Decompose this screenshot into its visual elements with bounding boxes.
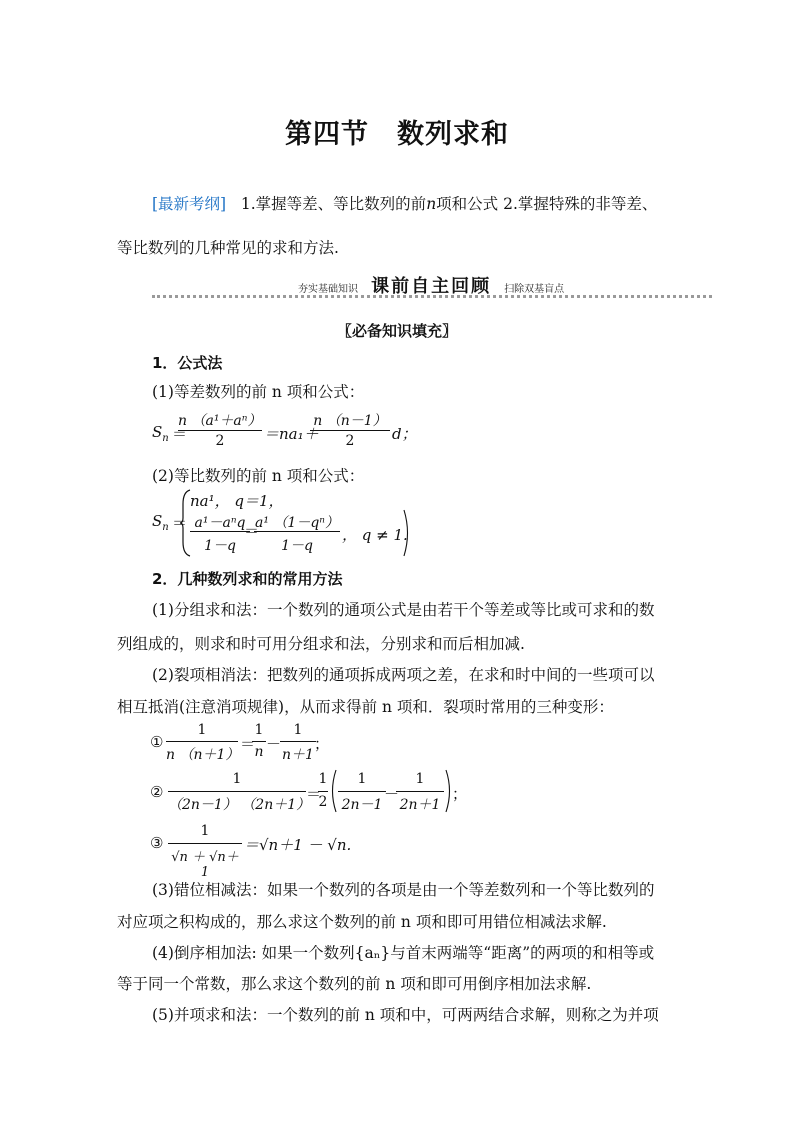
f2-lhs-bar	[168, 791, 306, 792]
intro-text-1: 1.掌握等差、等比数列的前	[240, 195, 427, 213]
method-1-line-2: 列组成的，则求和时可用分组求和法，分别求和而后相加减.	[117, 635, 525, 653]
f2-equals: ＝	[306, 785, 322, 803]
sn-symbol: $S_n$	[152, 423, 169, 444]
f1-equals: ＝	[240, 735, 256, 753]
mark-1: ①	[150, 733, 164, 751]
equals-sign-2: ＝	[172, 514, 188, 532]
case-2-numerator: a¹－aⁿq	[194, 515, 246, 531]
intro-line-2: 等比数列的几种常见的求和方法.	[117, 239, 339, 257]
method-2-line-2: 相互抵消(注意消项规律)，从而求得前 n 项和．裂项时常用的三种变形：	[117, 698, 614, 716]
mark-3: ③	[150, 834, 164, 852]
method-1-line-1: (1)分组求和法：一个数列的通项公式是由若干个等差或等比或可求和的数	[152, 601, 655, 619]
f1-lhs-den: n （n＋1）	[166, 747, 240, 763]
f2-minus: －	[384, 785, 400, 803]
page-title	[0, 112, 794, 151]
fraction-1-bar	[178, 430, 262, 431]
f1-lhs-bar	[166, 741, 238, 742]
f1-a-den: n	[254, 744, 264, 760]
f1-b-bar	[280, 741, 316, 742]
f3-lhs-num: 1	[200, 823, 210, 839]
intro-text-1b: 项和公式 2.掌握特殊的非等差、	[436, 195, 658, 213]
equals-sign: ＝	[172, 425, 188, 443]
fraction-2-denominator: 2	[345, 433, 355, 449]
sn-symbol-2: $S_n$	[152, 512, 169, 533]
f2-half-bar	[318, 791, 328, 792]
case-1: na¹， q＝1，	[190, 492, 284, 510]
mark-2: ②	[150, 783, 164, 801]
arithmetic-sum-label: (1)等差数列的前 n 项和公式：	[152, 383, 365, 401]
banner-left: 夯实基础知识	[298, 284, 358, 295]
fraction-1-numerator: n （a¹＋aⁿ）	[178, 413, 262, 429]
section-header	[0, 320, 794, 341]
f2-left-paren-icon	[328, 768, 338, 814]
case-2b-numerator: a¹ （1－qⁿ）	[255, 515, 339, 531]
case-2-denominator: 1－q	[204, 538, 236, 554]
case-2-bar	[190, 531, 250, 532]
d-term: d；	[392, 425, 417, 443]
f2-a-den: 2n－1	[341, 797, 383, 813]
f3-lhs-den: √n ＋ √n＋1	[171, 850, 239, 880]
f2-b-den: 2n＋1	[399, 797, 441, 813]
heading-formula-method: 1．公式法	[152, 354, 223, 372]
f1-minus: －	[266, 735, 282, 753]
f2-lhs-den: （2n－1） （2n＋1）	[168, 797, 311, 813]
f1-b-num: 1	[293, 722, 303, 738]
intro-n: n	[426, 195, 437, 213]
bracket-right: 〗	[442, 322, 458, 340]
f1-a-num: 1	[254, 722, 264, 738]
f2-b-num: 1	[415, 771, 425, 787]
case-2b-denominator: 1－q	[281, 538, 313, 554]
method-3-line-2: 对应项之积构成的，那么求这个数列的前 n 项和即可用错位相减法求解.	[117, 913, 607, 931]
method-4-line-2: 等于同一个常数，那么求这个数列的前 n 项和即可用倒序相加法求解.	[117, 975, 592, 993]
fraction-2-bar	[310, 430, 390, 431]
method-2-line-1: (2)裂项相消法：把数列的通项拆成两项之差，在求和时中间的一些项可以	[152, 666, 655, 684]
case-2-condition: ， q ≠ 1.	[342, 526, 408, 544]
f2-lhs-num: 1	[232, 771, 242, 787]
bracket-left: 〖	[336, 322, 352, 340]
geometric-sum-label: (2)等比数列的前 n 项和公式：	[152, 467, 365, 485]
method-5-line-1: (5)并项求和法：一个数列的前 n 项和中，可两两结合求解，则称之为并项	[152, 1006, 659, 1024]
title-section-number: 第四节	[285, 119, 369, 150]
f2-half-num: 1	[318, 771, 328, 787]
f1-a-bar	[252, 741, 266, 742]
syllabus-tag: [最新考纲]	[152, 195, 227, 213]
fraction-1-denominator: 2	[215, 433, 225, 449]
section-header-text: 必备知识填充	[351, 322, 442, 340]
f2-a-bar	[338, 791, 386, 792]
case-2b-bar	[254, 531, 340, 532]
na1-term: ＝na₁＋	[264, 425, 319, 443]
banner-right: 扫除双基盲点	[504, 284, 565, 295]
f1-end: ；	[314, 735, 330, 753]
intro-line-1	[152, 192, 657, 214]
right-paren-icon	[402, 508, 412, 558]
method-3-line-1: (3)错位相减法：如果一个数列的各项是由一个等差数列和一个等比数列的	[152, 881, 655, 899]
f2-half-den: 2	[318, 794, 328, 810]
f2-end: ；	[452, 785, 468, 803]
f2-a-num: 1	[357, 771, 367, 787]
f3-rhs: ＝√n＋1 － √n.	[244, 836, 352, 854]
f2-b-bar	[396, 791, 444, 792]
title-topic: 数列求和	[397, 119, 509, 150]
f1-b-den: n＋1	[282, 747, 314, 763]
banner-center: 课前自主回顾	[371, 276, 492, 297]
heading-common-methods: 2．几种数列求和的常用方法	[152, 570, 343, 588]
fraction-2-numerator: n （n－1）	[313, 413, 387, 429]
method-4-line-1: (4)倒序相加法: 如果一个数列{aₙ}与首末两端等“距离”的两项的和相等或	[152, 944, 655, 962]
f1-lhs-num: 1	[197, 722, 207, 738]
banner-divider	[152, 295, 712, 298]
case-2-equals: ＝	[244, 522, 260, 540]
f3-lhs-bar	[168, 843, 242, 844]
